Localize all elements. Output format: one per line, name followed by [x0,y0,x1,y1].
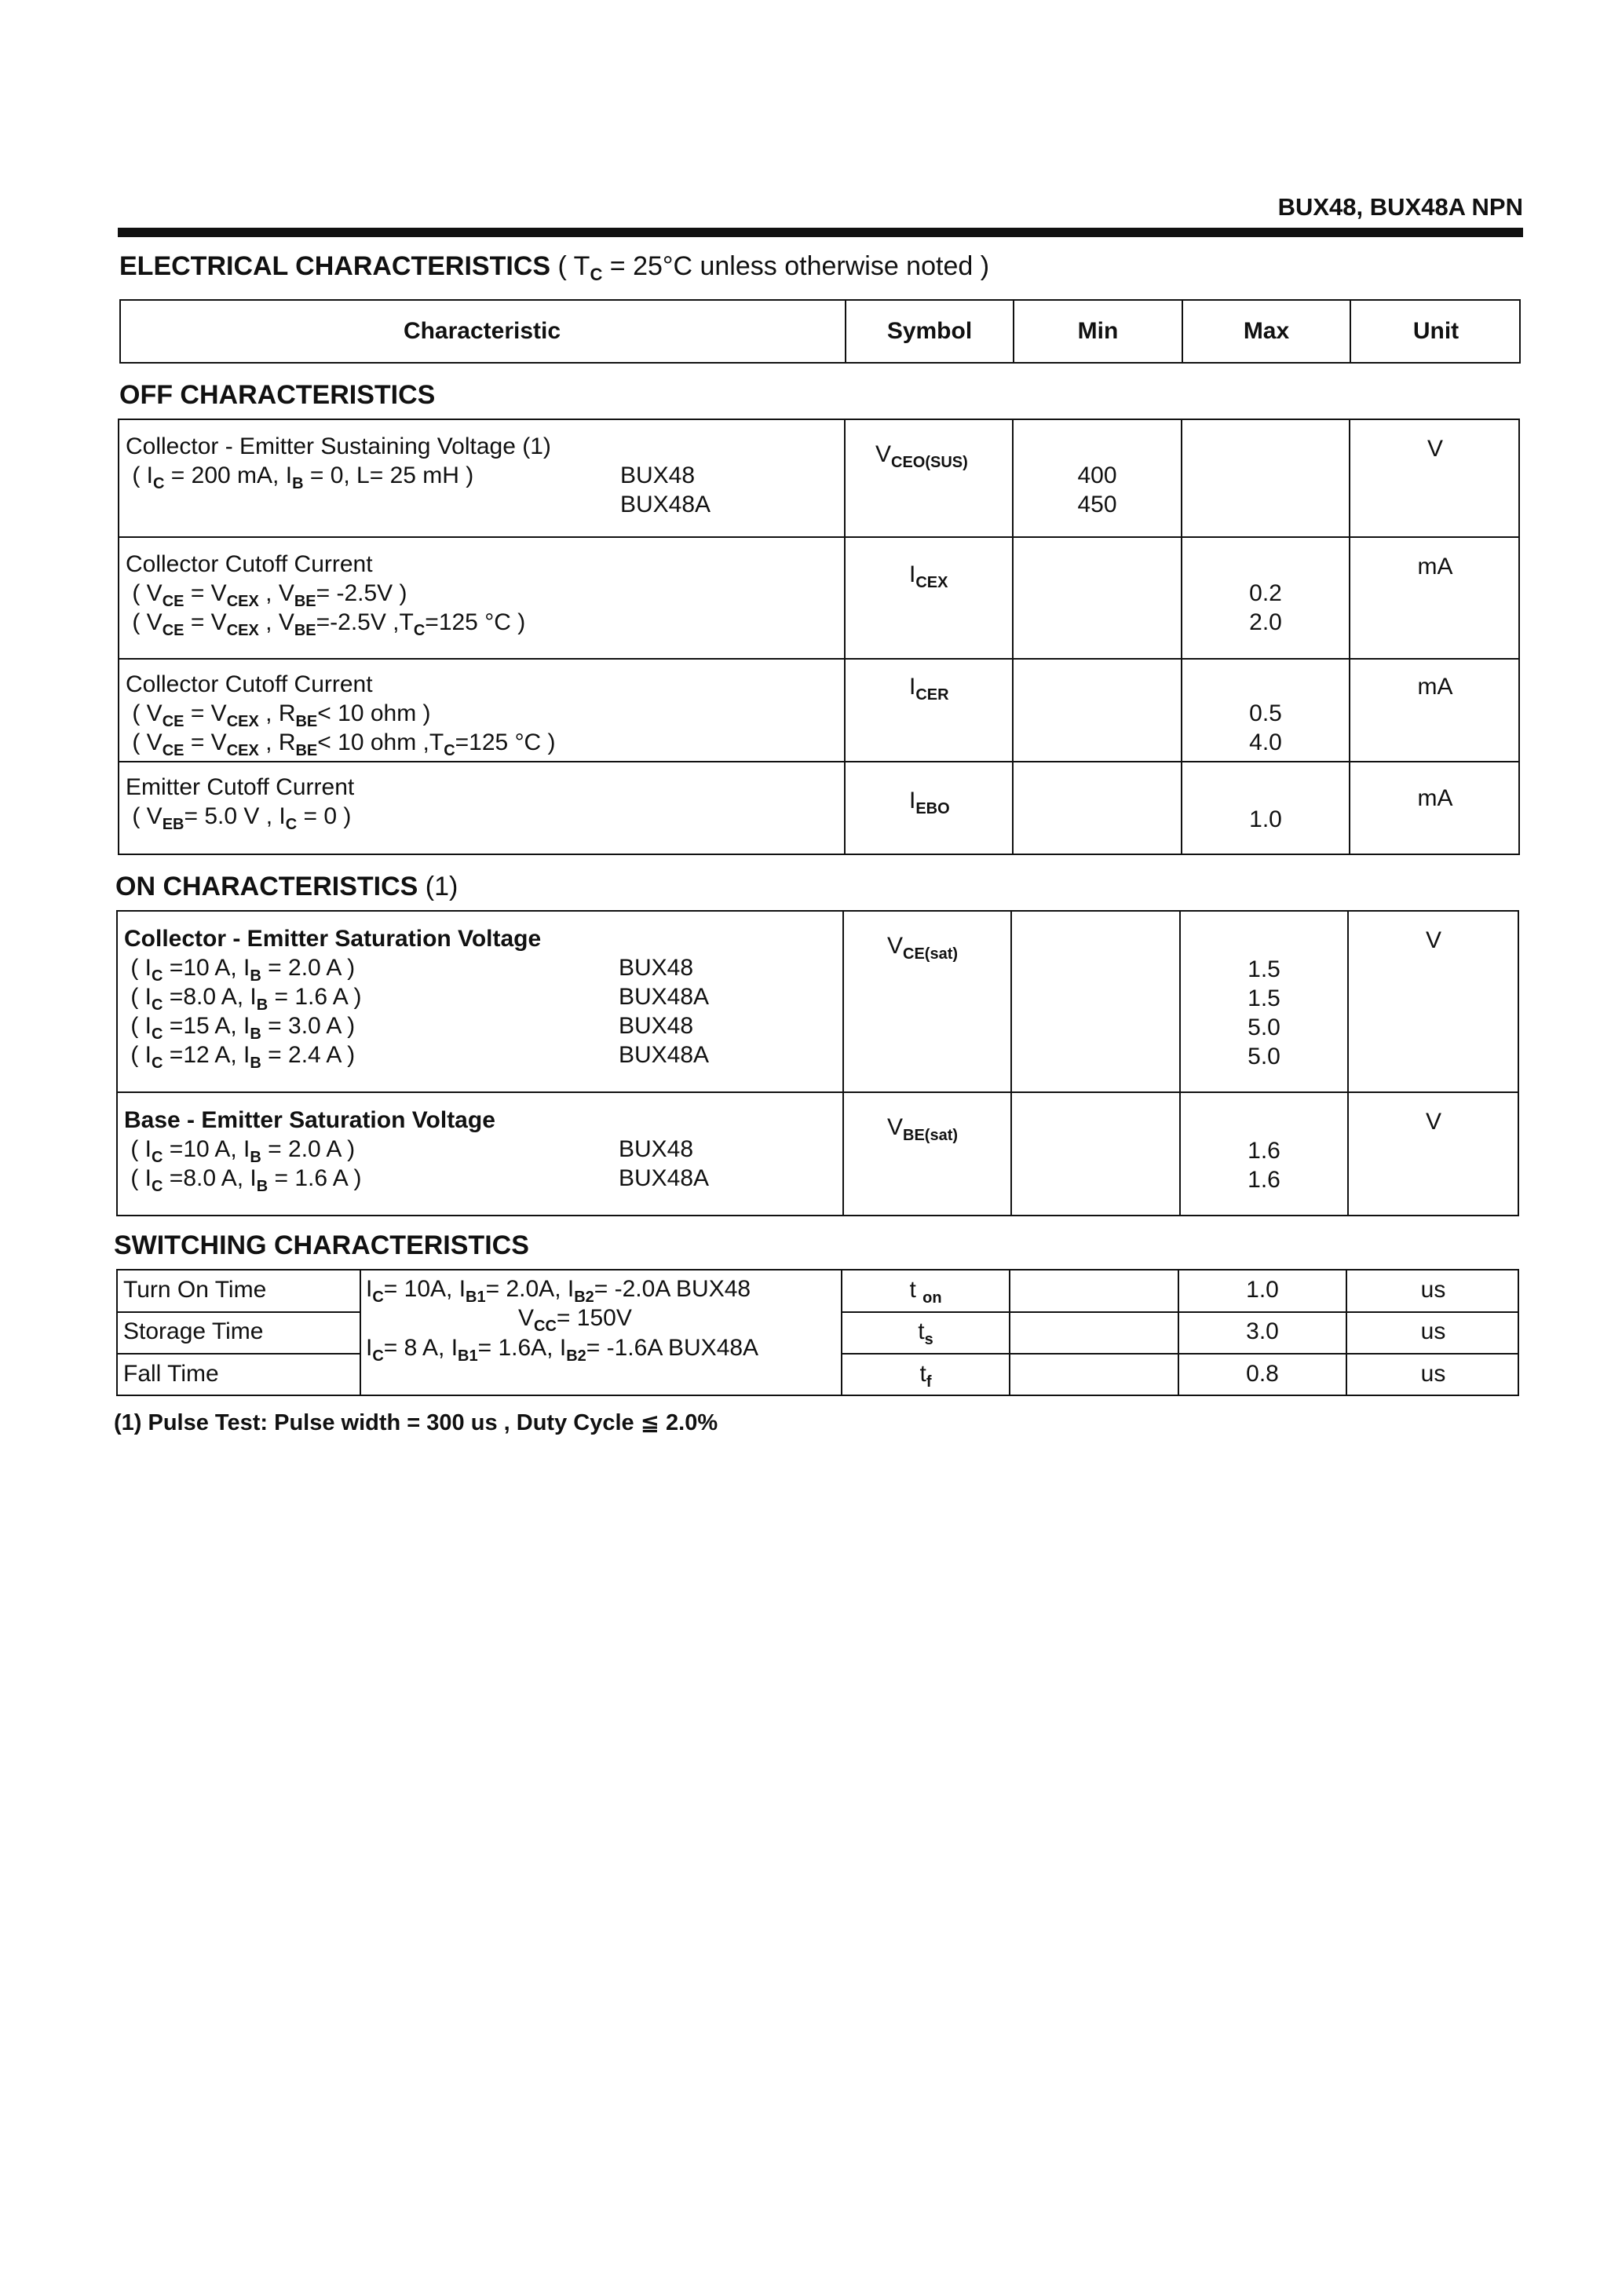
table-row: Collector - Emitter Sustaining Voltage (1) ( $I_C = 200$ mA, $I_B = 0$, L= 25 mH ) [126,433,551,492]
table-row: Fall Time [123,1361,219,1387]
col-symbol: Symbol [886,318,973,344]
off-characteristics-heading: OFF CHARACTERISTICS [119,380,436,410]
col-min: Min [1077,318,1119,344]
table-row: Collector - Emitter Saturation Voltage ( $I_C =10$ A, $I_B = 2.0$ A ) ( $I_C =8.0$ A, $I_B = 1.6$ A ) ( $I_C =15$ A, $I_B = 3.0$ A ) ( $I_C =12$ A, $I_B = 2.4$ A ) [124,926,542,1072]
col-max: Max [1243,318,1290,344]
table-row: Storage Time [123,1318,264,1344]
table-row: Emitter Cutoff Current ( $V_{EB}= 5.0$ V , $I_C = 0$ ) [126,774,355,833]
on-characteristics-heading: ON CHARACTERISTICS (1) [115,872,458,901]
table-row: Turn On Time [123,1277,267,1303]
footnote: (1) Pulse Test: Pulse width = 300 us , Duty Cycle ≦ 2.0% [114,1410,718,1435]
switching-characteristics-heading: SWITCHING CHARACTERISTICS [114,1230,529,1260]
col-characteristic: Characteristic [403,318,561,344]
page-title: ELECTRICAL CHARACTERISTICS ( $T_C = 25^\circ C$ unless otherwise noted ) [119,251,990,284]
table-row: Collector Cutoff Current ( $V_{CE} = V_{CEX}$ , $R_{BE}< 10$ ohm ) ( $V_{CE} = V_{CEX}$ , $R_{BE}< 10$ ohm $,T_C=125$ °C ) [126,671,556,759]
table-row: Base - Emitter Saturation Voltage ( $I_C =10$ A, $I_B = 2.0$ A ) ( $I_C =8.0$ A, $I_B = 1.6$ A ) [124,1107,495,1195]
table-row: Collector Cutoff Current ( $V_{CE} = V_{CEX}$ , $V_{BE}= -2.5V$ ) ( $V_{CE} = V_{CEX}$ , $V_{BE}=-2.5V$ $,T_C=125$ °C ) [126,551,526,639]
document-header: BUX48, BUX48A NPN [1277,193,1523,221]
header-rule [118,228,1523,237]
col-unit: Unit [1412,318,1459,344]
